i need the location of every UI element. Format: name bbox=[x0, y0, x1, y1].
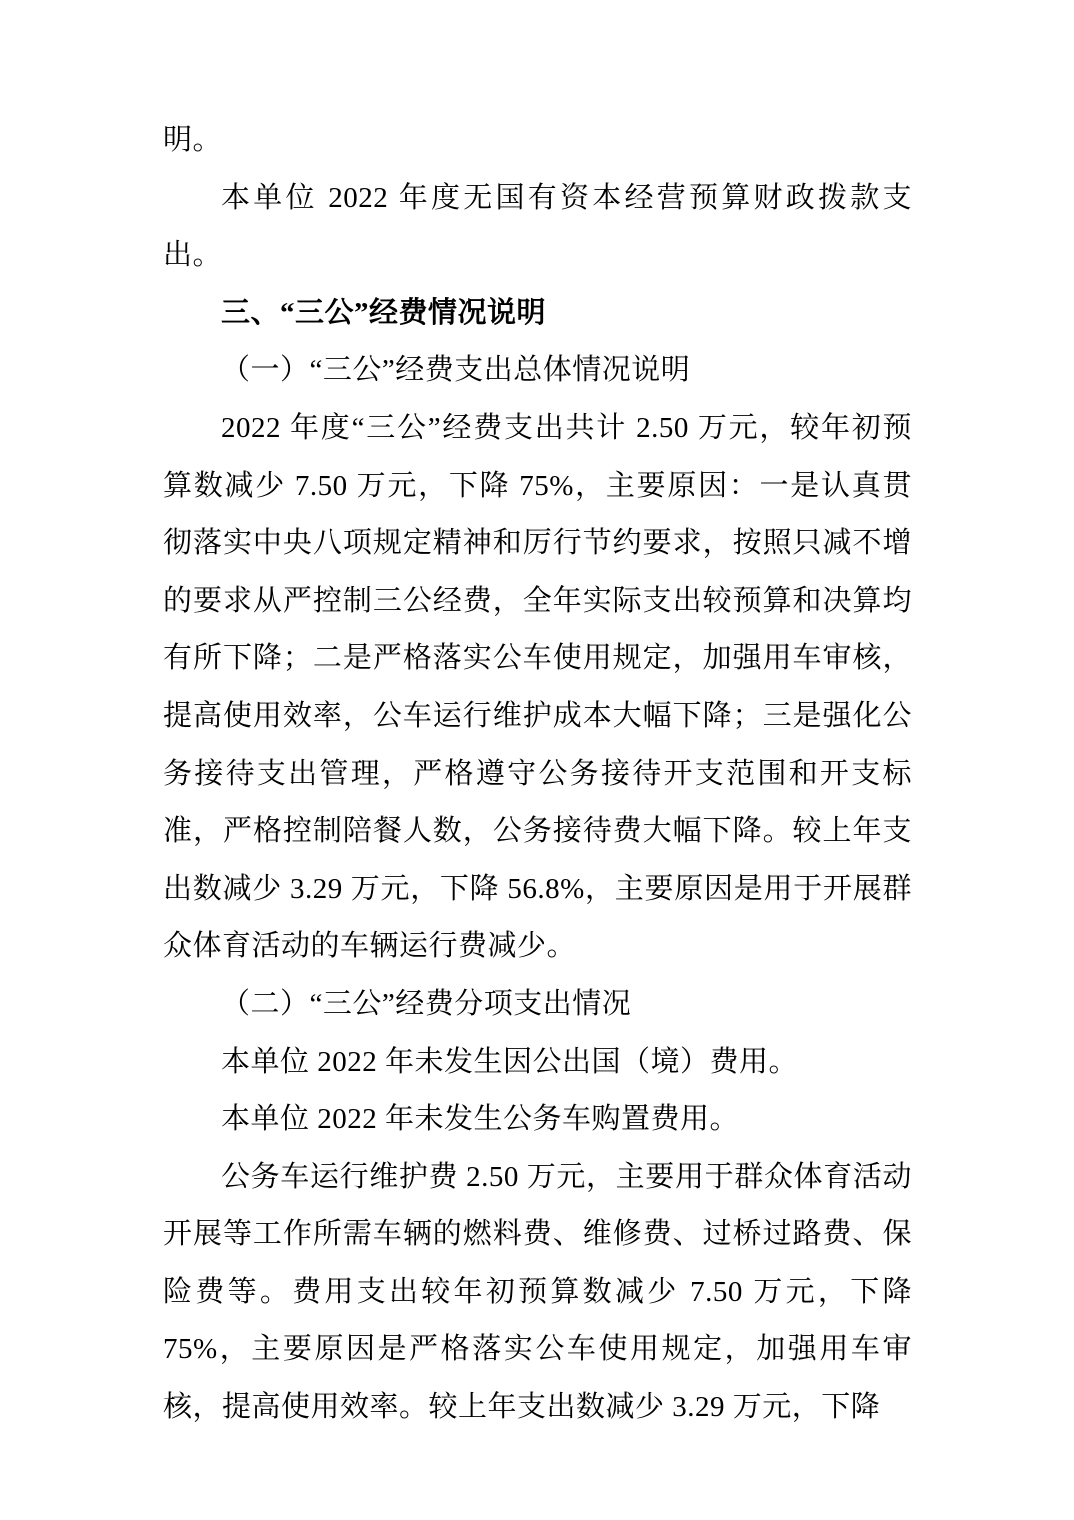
paragraph-no-overseas-travel-expense: 本单位 2022 年未发生因公出国（境）费用。 bbox=[221, 1045, 799, 1078]
paragraph-vehicle-operation-expense: 公务车运行维护费 2.50 万元，主要用于群众体育活动开展等工作所需车辆的燃料费、维修费、过桥过路费、保险费等。费用支出较年初预算数减少 7.50 万元，下降 75%，主要原因是严格落实公车使用规定，加强用车审核，提高使用效率。较上年支出数减少 3.29 万元，下降 bbox=[163, 1160, 912, 1424]
subsection-heading-overall-expenditure: （一）“三公”经费支出总体情况说明 bbox=[221, 354, 691, 387]
subsection-heading-itemized-expenditure: （二）“三公”经费分项支出情况 bbox=[221, 987, 632, 1020]
paragraph-no-state-capital-expenditure: 本单位 2022 年度无国有资本经营预算财政拨款支出。 bbox=[163, 181, 912, 272]
paragraph-continuation-line: 明。 bbox=[163, 124, 223, 156]
section-heading-three-public-expenses: 三、“三公”经费情况说明 bbox=[221, 296, 547, 329]
paragraph-overall-expenditure-explanation: 2022 年度“三公”经费支出共计 2.50 万元，较年初预算数减少 7.50 万元，下降 75%，主要原因：一是认真贯彻落实中央八项规定精神和厉行节约要求，按照只减不增的要求从严控制三公经费，全年实际支出较预算和决算均有所下降；二是严格落实公车使用规定，加强用车审核，提高使用效率，公车运行维护成本大幅下降；三是强化公务接待支出管理，严格遵守公务接待开支范围和开支标准，严格控制陪餐人数，公务接待费大幅下降。较上年支出数减少 3.29 万元，下降 56.8%，主要原因是用于开展群众体育活动的车辆运行费减少。 bbox=[163, 411, 912, 963]
paragraph-no-vehicle-purchase-expense: 本单位 2022 年未发生公务车购置费用。 bbox=[221, 1103, 740, 1136]
